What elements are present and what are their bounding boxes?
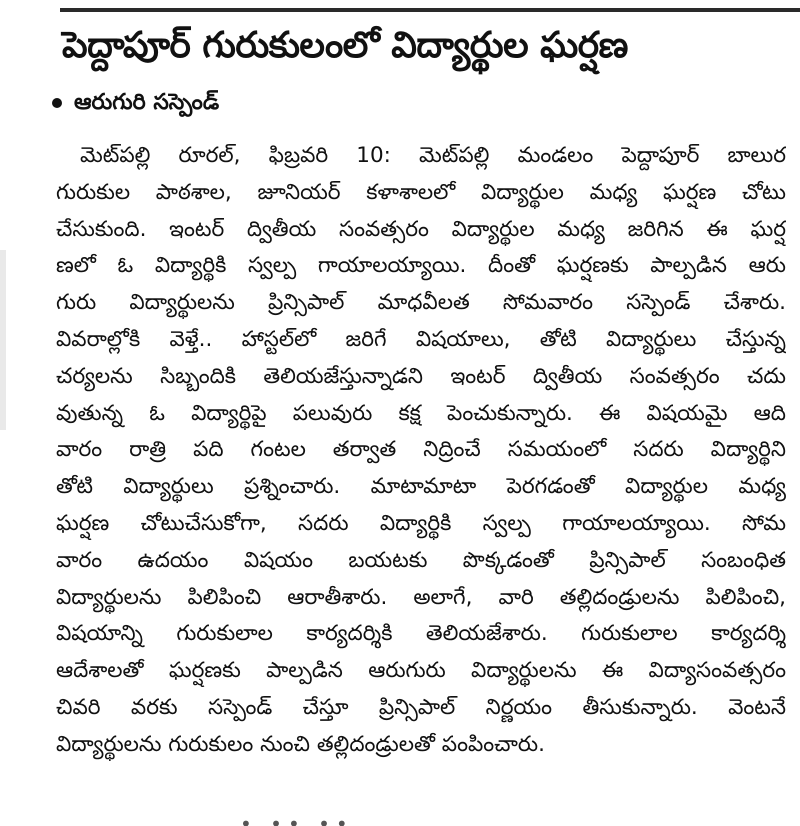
article-body [56, 138, 786, 764]
left-margin-shade [0, 250, 6, 430]
body-line: వారం ఉదయం విషయం బయటకు పొక్కడంతో ప్రిన్సిపాల్ సంబంధిత [56, 547, 786, 573]
body-line: గురుకుల పాఠశాల, జూనియర్ కళాశాలలో విద్యార్థుల మధ్య ఘర్షణ చోటు [56, 179, 786, 205]
body-line: విషయాన్ని గురుకులాల కార్యదర్శికి తెలియజేశారు. గురుకులాల కార్యదర్శి [56, 621, 786, 647]
bullet-icon [52, 98, 62, 108]
cropped-next-line [240, 812, 640, 826]
body-line: చివరి వరకు సస్పెండ్ చేస్తూ ప్రిన్సిపాల్ నిర్ణయం తీసుకున్నారు. వెంటనే [56, 694, 786, 720]
body-line: మెట్‌పల్లి రూరల్, ఫిబ్రవరి 10: మెట్‌పల్లి మండలం పెద్దాపూర్ బాలుర [80, 143, 786, 168]
body-line: విద్యార్థులను పిలిపించి ఆరాతీశారు. అలాగే, వారి తల్లిదండ్రులను పిలిపించి, [56, 584, 786, 610]
subheadline-text: ఆరుగురి సస్పెండ్ [74, 90, 220, 115]
body-line: ణలో ఓ విద్యార్థికి స్వల్ప గాయాలయ్యాయి. దీంతో ఘర్షణకు పాల్పడిన ఆరు [56, 253, 786, 279]
body-line: విద్యార్థులను గురుకులం నుంచి తల్లిదండ్రులతో పంపించారు. [56, 731, 545, 757]
headline: పెద్దాపూర్ గురుకులంలో విద్యార్థుల ఘర్షణ [62, 25, 628, 66]
body-line: వారం రాత్రి పది గంటల తర్వాత నిద్రించే సమయంలో సదరు విద్యార్థిని [56, 437, 786, 463]
body-line: గురు విద్యార్థులను ప్రిన్సిపాల్ మాధవీలత సోమవారం సస్పెండ్ చేశారు. [56, 290, 786, 316]
body-line: చేసుకుంది. ఇంటర్ ద్వితీయ సంవత్సరం విద్యార్థుల మధ్య జరిగిన ఈ ఘర్ష [56, 216, 786, 242]
cropped-text-fragment: • •• •• [240, 812, 354, 826]
body-line: తోటి విద్యార్థులు ప్రశ్నించారు. మాటామాటా పెరగడంతో విద్యార్థుల మధ్య [56, 474, 786, 500]
subheadline [52, 86, 219, 120]
body-line: చర్యలను సిబ్బందికి తెలియజేస్తున్నాడని ఇంటర్ ద్వితీయ సంవత్సరం చదు [56, 363, 786, 389]
body-line: ఆదేశాలతో ఘర్షణకు పాల్పడిన ఆరుగురు విద్యార్థులను ఈ విద్యాసంవత్సరం [56, 658, 786, 684]
top-rule [60, 8, 800, 12]
body-line: ఘర్షణ చోటుచేసుకోగా, సదరు విద్యార్థికి స్వల్ప గాయాలయ్యాయి. సోమ [56, 510, 786, 536]
body-line: వివరాల్లోకి వెళ్తే.. హాస్టల్‌లో జరిగే విషయాలు, తోటి విద్యార్థులు చేస్తున్న [56, 326, 786, 352]
body-line: వుతున్న ఓ విద్యార్థిపై పలువురు కక్ష పెంచుకున్నారు. ఈ విషయమై ఆది [56, 400, 786, 426]
